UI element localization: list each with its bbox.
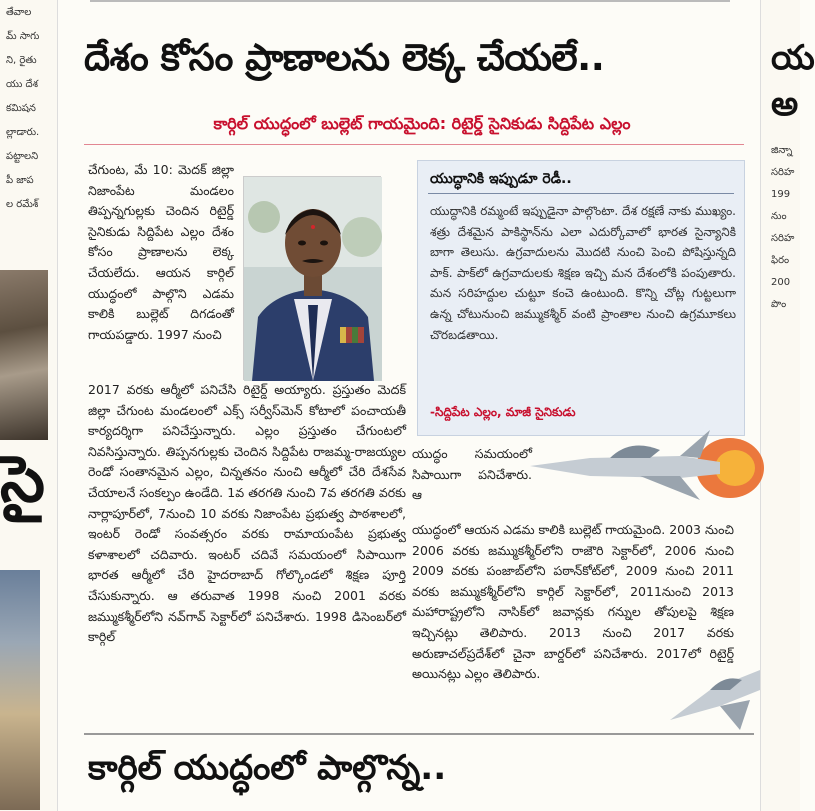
adjacent-photo [0,270,48,440]
right-fragment: 199 [771,189,791,200]
right-fragment: 200 [771,277,791,288]
left-fragment: ని, రైతు [6,55,37,66]
top-divider [90,0,730,6]
left-fragment: ల రమేశ్ [6,199,39,210]
left-fragment: కమిషన [6,103,36,114]
right-fragment: పొం [771,299,787,310]
adjacent-article-right [760,0,815,811]
article-subheadline: కార్గిల్ యుద్ధంలో బుల్లెట్ గాయమైంది: రిటైర్డ్ సైనికుడు సిద్దిపేట ఎల్లం [213,114,631,133]
left-fragment: మ్ సాగు [6,31,40,42]
section-divider [84,733,754,735]
fighter-jet-illustration [530,420,760,510]
adjacent-headline-fragment: య [771,38,815,78]
next-article-headline: కార్గిల్ యుద్ధంలో పాల్గొన్న.. [88,748,447,788]
fighter-jet-illustration [670,640,760,730]
left-fragment: పీ జాప [6,175,34,186]
left-fragment: ల్లాడారు. [6,127,40,138]
adjacent-headline-fragment: అ [771,84,799,124]
adjacent-headline-fragment: సై [0,443,45,517]
article-paragraph: చేగుంట, మే 10: మెదక్ జిల్లా నిజాంపేట మండలం తిప్పన్నగుల్లకు చెందిన రిటైర్డ్ సైనికుడు సిద్దిపేట ఎల్లం దేశం కోసం ప్రాణాలను లెక్క చేయలేదు. ఆయన కార్గిల్ యుద్ధంలో పాల్గొని ఎడమ కాలికి బుల్లెట్ దిగడంతో గాయపడ్డారు. 1997 నుంచి [88,162,234,342]
right-fragment: సరిహ [771,233,795,244]
adjacent-photo [0,570,40,810]
sidebar-title: యుద్ధానికి ఇప్పుడూ రెడీ.. [430,171,572,187]
right-fragment: జిన్నా [771,145,793,156]
sidebar-signature: -సిద్దిపేట ఎల్లం, మాజీ సైనికుడు [430,405,576,419]
article-paragraph: 2017 వరకు ఆర్మీలో పనిచేసి రిటైర్డ్ అయ్యారు. ప్రస్తుతం మెదక్ జిల్లా చేగుంట మండలంలో ఎక్స్ సర్వీస్‌మెన్ కోటాలో పంచాయతీ కార్యదర్శిగా పనిచేస్తున్నారు. ఎల్లం ప్రస్తుతం చేగుంటలో నివసిస్తున్నారు. తిప్పనగుల్లకు చెందిన సిద్దిపేట రాజమ్మ-రాజయ్యల రెండో సంతానమైన ఎల్లం, చిన్నతనం నుంచి ఆర్మీలో చేరి దేశసేవ చేయాలనే సంకల్పం ఉండేది. 1వ తరగతి నుంచి 7వ తరగతి వరకు నార్లాపూర్‌లో, 7నుంచి 10 వరకు నిజాంపేట ప్రభుత్వ పాఠశాలలో, ఇంటర్ రెండో సంవత్సరం వరకు రామాయంపేట ప్రభుత్వ కళాశాలలో చదివారు. ఇంటర్ చదివే సమయంలో సిపాయిగా భారత ఆర్మీలో చేరి హైదరాబాద్ గోల్కొండలో శిక్షణ పూర్తి చేసుకున్నారు. ఆ తరువాత 1998 నుంచి 2001 వరకు జమ్ముకశ్మీర్‌లోని నవ్‌గావ్ సెక్టార్‌లో పనిచేశారు. 1998 డిసెంబర్‌లో కార్గిల్ [88,382,406,645]
article-headline: దేశం కోసం ప్రాణాలను లెక్క చేయలే.. [84,36,605,79]
soldier-portrait-photo [243,176,381,380]
left-fragment: తేవాల [6,7,32,18]
quote-sidebar-box [417,160,745,436]
subhead-divider [84,144,744,145]
adjacent-article-left [0,0,58,811]
article-paragraph: యుద్ధంలో ఆయన ఎడమ కాలికి బుల్లెట్ గాయమైంది. 2003 నుంచి 2006 వరకు జమ్ముకశ్మీర్‌లోని రాజౌరి సెక్టార్‌లో, 2006 నుంచి 2009 వరకు పంజాబ్‌లోని పఠాన్‌కోట్‌లో, 2009 నుంచి 2011 వరకు జమ్ముకశ్మీర్‌లోని కార్గిల్ సెక్టార్‌లో, 2011నుంచి 2013 మహారాష్ట్రలోని నాసిక్‌లో జవాన్లకు గన్నుల తోపులపై శిక్షణ ఇచ్చినట్లు తెలిపారు. 2013 నుంచి 2017 వరకు అరుణాచల్‌ప్రదేశ్‌లో చైనా బార్డర్‌లో పనిచేశారు. 2017లో రిటైర్డ్ అయినట్లు ఎల్లం తెలిపారు. [412,522,734,682]
sidebar-quote: యుద్ధానికి రమ్మంటే ఇప్పుడైనా పాల్గొంటా. దేశ రక్షణే నాకు ముఖ్యం. శత్రు దేశమైన పాకిస్థాన్‌ను ఎలా ఎదుర్కోవాలో భారత సైన్యానికి బాగా తెలుసు. ఉగ్రవాదులను మొదటి నుంచి పెంచి పోషిస్తున్నది పాక్. పాక్‌లో ఉగ్రవాదులకు శిక్షణ ఇచ్చి మన దేశంలోకి పంపుతారు. మన సరిహద్దుల చుట్టూ కంచె ఉంటుంది. కొన్ని చోట్ల గుట్టలుగా ఉన్న చోటునుంచి జమ్ముకశ్మీర్ వంటి ప్రాంతాల నుంచి ఉగ్రమూకలు చొరబడతాయి. [430,204,736,342]
left-fragment: పట్టాలని [6,151,39,162]
right-fragment: సరిహ [771,167,795,178]
portrait-illustration [244,177,382,381]
right-fragment: నుం [771,211,787,222]
article-paragraph: యుద్ధం సమయంలో సిపాయిగా పనిచేశారు. ఆ [412,446,532,503]
left-fragment: యు దేశ [6,79,39,90]
sidebar-divider [428,193,734,194]
right-fragment: ఫిరం [771,255,790,266]
